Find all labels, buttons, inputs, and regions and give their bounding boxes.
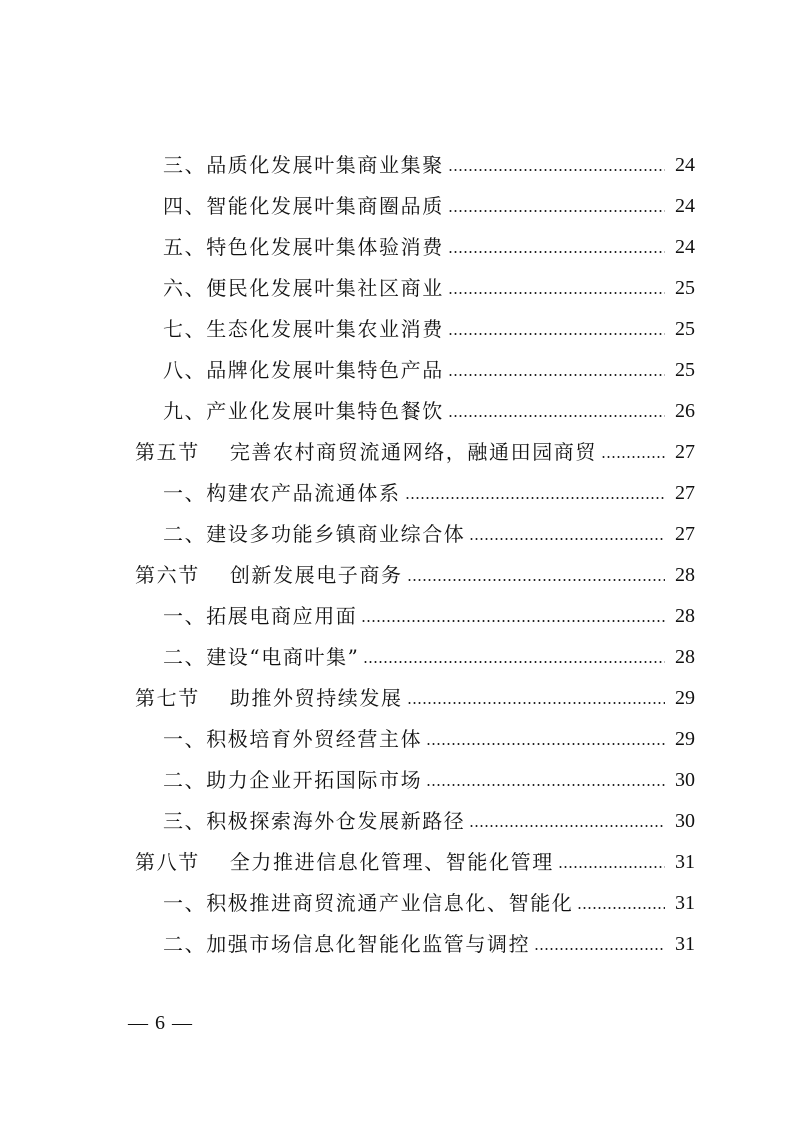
toc-section-marker: 第五节 [135,440,200,464]
toc-entry-label: 三、积极探索海外仓发展新路径 [163,809,466,833]
toc-section-title: 助推外贸持续发展 [229,686,403,710]
toc-page-number: 24 [675,195,695,217]
toc-page-number: 31 [675,892,695,914]
toc-page-number: 25 [675,318,695,340]
toc-item-entry [163,223,695,259]
toc-dot-leader [448,333,665,335]
page-number: — 6 — [128,1012,193,1034]
toc-section-entry [135,428,695,464]
toc-dot-leader [558,866,665,868]
toc-page-number: 24 [675,236,695,258]
toc-dot-leader [448,292,665,294]
toc-dot-leader [361,620,665,622]
toc-page-number: 28 [675,605,695,627]
toc-item-entry [163,469,695,505]
toc-entry-label [135,563,403,587]
toc-page-number: 27 [675,482,695,504]
toc-dot-leader [577,907,665,909]
toc-section-title: 创新发展电子商务 [229,563,403,587]
toc-section-entry [135,551,695,587]
toc-item-entry [163,387,695,423]
toc-entry-label: 四、智能化发展叶集商圈品质 [163,194,444,218]
toc-dot-leader [426,743,665,745]
toc-entry-label: 三、品质化发展叶集商业集聚 [163,153,444,177]
toc-item-entry [163,879,695,915]
toc-dot-leader [469,538,665,540]
toc-dot-leader [363,661,665,663]
toc-page-number: 25 [675,359,695,381]
toc-dot-leader [448,415,665,417]
toc-item-entry [163,346,695,382]
toc-dot-leader [448,251,665,253]
toc-entry-label [135,440,597,464]
toc-entry-label: 二、助力企业开拓国际市场 [163,768,423,792]
toc-entry-label: 八、品牌化发展叶集特色产品 [163,358,444,382]
toc-dot-leader [601,456,665,458]
toc-page-number: 29 [675,687,695,709]
toc-section-marker: 第八节 [135,850,200,874]
toc-dot-leader [407,702,665,704]
toc-entry-label: 五、特色化发展叶集体验消费 [163,235,444,259]
toc-item-entry [163,633,695,669]
toc-item-entry [163,141,695,177]
toc-item-entry [163,920,695,956]
toc-page-number: 28 [675,646,695,668]
toc-dot-leader [448,169,665,171]
toc-dot-leader [426,784,665,786]
toc-item-entry [163,715,695,751]
toc-entry-label: 六、便民化发展叶集社区商业 [163,276,444,300]
toc-entry-label: 一、积极推进商贸流通产业信息化、智能化 [163,891,574,915]
toc-page-number: 28 [675,564,695,586]
toc-dot-leader [407,579,665,581]
toc-page-number: 31 [675,933,695,955]
toc-dot-leader [448,210,665,212]
toc-section-entry [135,838,695,874]
toc-entry-label: 一、积极培育外贸经营主体 [163,727,423,751]
toc-item-entry [163,182,695,218]
toc-section-marker: 第六节 [135,563,200,587]
toc-item-entry [163,264,695,300]
toc-entry-label: 二、建设“电商叶集” [163,645,360,669]
toc-entry-label: 七、生态化发展叶集农业消费 [163,317,444,341]
toc-section-entry [135,674,695,710]
toc-entry-label: 一、拓展电商应用面 [163,604,358,628]
toc-entry-label: 二、建设多功能乡镇商业综合体 [163,522,466,546]
toc-page-number: 27 [675,441,695,463]
toc-dot-leader [534,948,665,950]
toc-page-number: 27 [675,523,695,545]
toc-dot-leader [405,497,665,499]
toc-dot-leader [448,374,665,376]
toc-page-number: 30 [675,769,695,791]
toc-entry-label: 一、构建农产品流通体系 [163,481,401,505]
toc-section-marker: 第七节 [135,686,200,710]
toc-section-title: 完善农村商贸流通网络，融通田园商贸 [229,440,598,464]
toc-item-entry [163,510,695,546]
toc-item-entry [163,592,695,628]
toc-entry-label [135,850,554,874]
toc-page-number: 24 [675,154,695,176]
toc-item-entry [163,797,695,833]
toc-page-number: 29 [675,728,695,750]
toc-page-number: 25 [675,277,695,299]
toc-section-title: 全力推进信息化管理、智能化管理 [229,850,554,874]
toc-item-entry [163,305,695,341]
toc-entry-label: 九、产业化发展叶集特色餐饮 [163,399,444,423]
toc-item-entry [163,756,695,792]
toc-entry-label [135,686,403,710]
toc-page-number: 26 [675,400,695,422]
toc-page-number: 30 [675,810,695,832]
toc-page-number: 31 [675,851,695,873]
toc-entry-label: 二、加强市场信息化智能化监管与调控 [163,932,531,956]
toc-dot-leader [469,825,665,827]
